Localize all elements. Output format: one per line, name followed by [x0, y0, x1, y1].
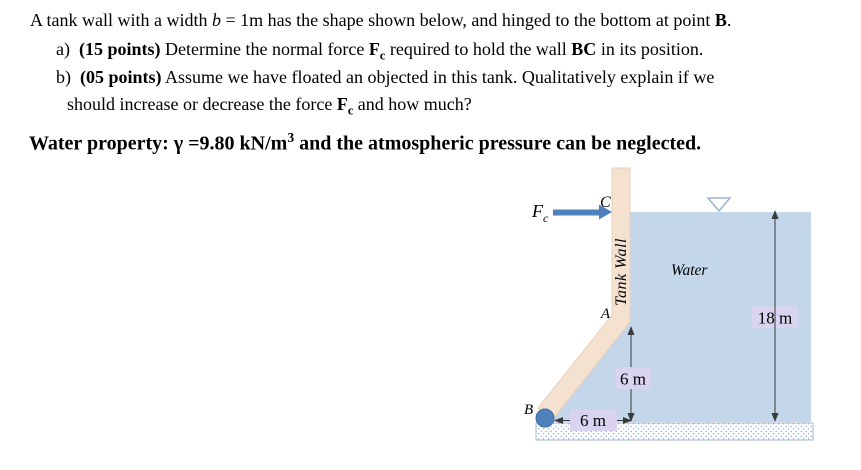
water-label: Water	[671, 262, 708, 279]
dim-6m-vertical-label: 6 m	[620, 369, 646, 389]
point-a-label: A	[600, 306, 610, 322]
dim-18m-label: 18 m	[757, 308, 793, 328]
problem-item-b-line2: should increase or decrease the force $F_c$ and how much?	[67, 94, 472, 118]
problem-item-a: a) (15 points) Determine the normal force $F_c$ required to hold the wall BC in its position.	[56, 39, 704, 63]
problem-intro-line: A tank wall with a width b = 1m has the shape shown below, and hinged to the bottom at point B.	[30, 10, 732, 30]
water-property-line: Water property: γ =9.80 $kN/m^3$ and the atmospheric pressure can be neglected.	[29, 130, 702, 155]
hinge-b	[536, 409, 554, 427]
point-c-label: C	[600, 194, 611, 211]
water-surface-marker-icon	[708, 198, 730, 211]
tank-wall-label: Tank Wall	[613, 238, 630, 306]
tank-diagram	[520, 160, 861, 470]
fc-label: $F_c$	[532, 201, 549, 225]
point-b-label: B	[524, 402, 534, 418]
problem-item-b-line1: b) (05 points) Assume we have floated an objected in this tank. Qualitatively explain if we	[56, 67, 715, 87]
dim-6m-horizontal-label: 6 m	[580, 411, 606, 430]
